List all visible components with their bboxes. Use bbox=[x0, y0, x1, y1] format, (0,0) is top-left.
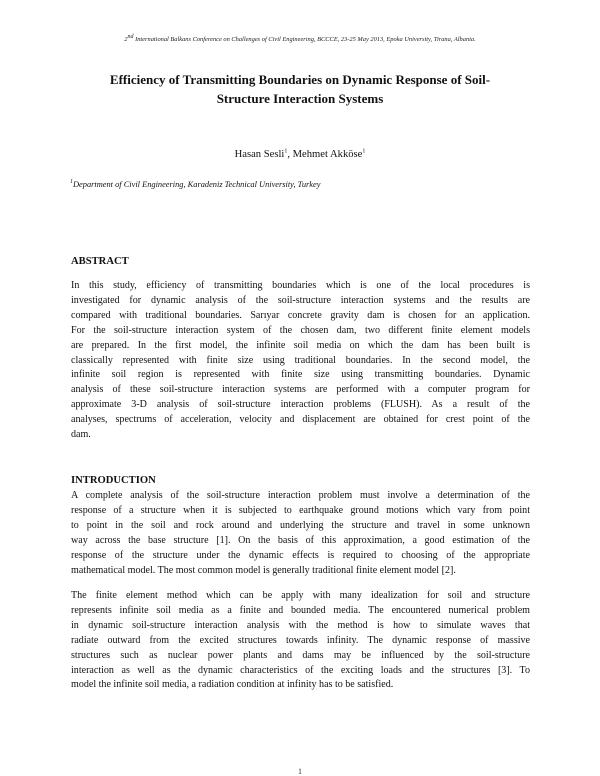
abstract-line: are prepared. In the first model, the infinite soil media on which the dam has been built is bbox=[71, 339, 530, 351]
author-1-affil-mark: 1 bbox=[284, 148, 288, 155]
author-separator: , bbox=[287, 149, 293, 160]
introduction-paragraph-2-line: structures such as nuclear power plants and dams may be influenced by the soil-structure bbox=[71, 649, 530, 661]
abstract-line: classically represented with finite size using traditional boundaries. In the second model, the bbox=[71, 354, 530, 366]
affiliation-text: Department of Civil Engineering, Karadeniz Technical University, Turkey bbox=[73, 180, 321, 189]
conference-prefix: 2 bbox=[124, 36, 128, 43]
abstract-line: investigated for dynamic analysis of the soil-structure interaction systems and the results are bbox=[71, 294, 530, 306]
introduction-paragraph-1-line: A complete analysis of the soil-structure interaction problem must involve a determination of the bbox=[71, 490, 530, 501]
abstract-line: infinite soil region is represented with finite size using transmitting boundaries. Dynamic bbox=[71, 369, 530, 381]
author-list bbox=[0, 149, 600, 160]
title-line-2: Structure Interaction Systems bbox=[216, 91, 384, 106]
abstract-line: dam. bbox=[71, 429, 91, 441]
introduction-paragraph-1-line: response of a structure when it is subjected to earthquake ground motions which vary from point bbox=[71, 504, 530, 516]
affiliation bbox=[70, 180, 530, 189]
introduction-paragraph-2-line: model the infinite soil media, a radiation condition at infinity has to be satisfied. bbox=[71, 679, 394, 691]
author-1: Hasan Sesli bbox=[234, 149, 285, 160]
abstract-line: analyses, spectrums of acceleration, velocity and displacement are obtained for crest point of the bbox=[71, 414, 530, 426]
abstract-body bbox=[71, 279, 530, 443]
introduction-paragraph-2-line: interaction as well as the dynamic characteristics of the exciting loads and the structures [3]. To bbox=[71, 664, 530, 676]
introduction-paragraph-2-line: represents infinite soil media as a finite and bounded media. The encountered numerical problem bbox=[71, 604, 530, 616]
introduction-paragraph-2-line: radiate outward from the excited structures towards infinity. The dynamic response of massive bbox=[71, 634, 530, 646]
conference-header bbox=[0, 33, 600, 43]
abstract-heading: ABSTRACT bbox=[71, 256, 129, 267]
introduction-paragraph-1-line: to point in the soil and rock around and underlying the structure and travel in some unknown bbox=[71, 519, 530, 531]
introduction-paragraph-1-line: mathematical model. The most common model is generally traditional finite element model [2]. bbox=[71, 564, 456, 576]
abstract-line: In this study, efficiency of transmitting boundaries which is one of the local procedures is bbox=[71, 280, 530, 291]
abstract-line: approximate 3-D analysis of soil-structure interaction problems (FLUSH). As a result of the bbox=[71, 399, 530, 411]
introduction-paragraph-1-line: way across the base structure [1]. On the basis of this approximation, a good estimation of the bbox=[71, 534, 530, 546]
page-number: 1 bbox=[298, 767, 302, 776]
introduction-paragraph-2-line: in dynamic soil-structure interaction analysis with the method is how to simulate waves that bbox=[71, 619, 530, 631]
abstract-line: For the soil-structure interaction system of the chosen dam, two different finite element models bbox=[71, 324, 530, 336]
conference-ordinal: nd bbox=[127, 33, 134, 40]
introduction-heading: INTRODUCTION bbox=[71, 475, 156, 486]
title-line-1: Efficiency of Transmitting Boundaries on Dynamic Response of Soil- bbox=[109, 72, 491, 87]
author-2: Mehmet Akköse bbox=[292, 149, 363, 160]
affiliation-mark: 1 bbox=[70, 179, 73, 186]
abstract-line: compared with traditional boundaries. Sarıyar concrete gravity dam is chosen for an application. bbox=[71, 309, 530, 321]
paper-title bbox=[70, 70, 530, 108]
abstract-line: analysis of these soil-structure interaction systems are performed with a computer program for bbox=[71, 384, 530, 396]
author-2-affil-mark: 1 bbox=[362, 148, 366, 155]
conference-text: International Balkans Conference on Challenges of Civil Engineering, BCCCE, 23-25 May 2013, Epoka University, Tirana, Albania. bbox=[133, 36, 476, 43]
introduction-paragraph-1 bbox=[71, 489, 530, 578]
introduction-paragraph-2-line: The finite element method which can be apply with many idealization for soil and structure bbox=[71, 590, 530, 601]
introduction-paragraph-2 bbox=[71, 589, 530, 693]
introduction-paragraph-1-line: response of the structure under the dynamic effects is required to choosing of the appropriate bbox=[71, 549, 530, 561]
